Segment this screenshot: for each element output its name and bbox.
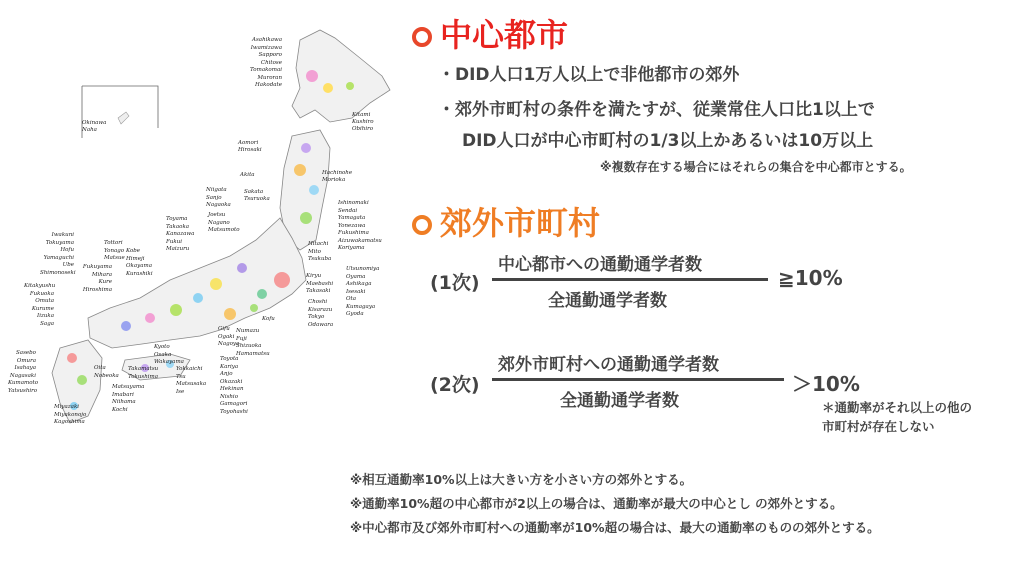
label-group-hokkaido-east: Kitami Kushiro Obihiro bbox=[352, 112, 374, 132]
label-group-south-kyushu: Miyazaki Miyakonojo Kagoshima bbox=[54, 404, 87, 425]
central-bullet-3: DID人口が中心市町村の1/3以上かあるいは10万以上 bbox=[462, 131, 874, 151]
label-group-minamikanto: Choshi Kisarazu Tokyo Odawara bbox=[308, 299, 334, 328]
label-group-kitakanto: Utsunomiya Oyama Ashikaga Isesaki Ota Kumagaya Gyoda bbox=[346, 266, 380, 317]
label-group-aomori: Aomori Hirosaki bbox=[238, 140, 262, 153]
label-group-nagano: Joetsu Nagano Matsumoto bbox=[208, 212, 240, 233]
label-group-hyogo-okayama: Kobe Himeji Okayama Kurashiki bbox=[126, 248, 153, 277]
central-bullet-1: ・DID人口1万人以上で非他都市の郊外 bbox=[438, 65, 740, 85]
suburb-title: 郊外市町村 bbox=[440, 204, 601, 242]
label-group-akita: Akita bbox=[240, 172, 255, 178]
label-group-niigata: Niigata Sanjo Nagaoka bbox=[206, 187, 231, 208]
formula2-denominator: 全通勤通学者数 bbox=[560, 391, 679, 411]
label-group-fukuoka: Kitakyushu Fukuoka Omuta Kurume Iizuka Saga bbox=[24, 283, 56, 327]
label-group-hokuriku: Toyama Takaoka Kanazawa Fukui Maizuru bbox=[166, 216, 195, 252]
formula1-fraction-bar bbox=[492, 278, 768, 281]
label-group-sanin: Tottori Yonago Matsue bbox=[104, 240, 125, 261]
label-group-gunma: Kiryu Maebashi Takasaki bbox=[306, 273, 334, 294]
label-group-gifu: Gifu Ogaki Nagoya bbox=[218, 326, 240, 347]
formula2-numerator: 郊外市町村への通勤通学者数 bbox=[498, 355, 719, 375]
label-group-shikoku-west: Matsuyama Imabari Niihama Kochi bbox=[112, 384, 145, 413]
circle-icon bbox=[412, 27, 432, 47]
label-group-shizuoka: Numazu Fuji Shizuoka Hamamatsu bbox=[236, 328, 270, 357]
formula1-label: (1次) bbox=[430, 272, 480, 294]
label-group-oita: Oita Nobeoka bbox=[94, 365, 119, 379]
footer-note-2: ※通勤率10%超の中心都市が2以上の場合は、通勤率が最大の中心とし の郊外とする。 bbox=[350, 496, 843, 511]
central-bullet-2: ・郊外市町村の条件を満たすが、従業常住人口比1以上で bbox=[438, 100, 875, 120]
label-group-south-tohoku: Ishinomaki Sendai Yamagata Yonezawa Fukushima Aizuwakamatsu Koriyama bbox=[338, 200, 382, 251]
circle-icon bbox=[412, 215, 432, 235]
formula2-label: (2次) bbox=[430, 374, 480, 396]
label-group-shikoku-east: Takamatsu Tokushima bbox=[128, 366, 159, 380]
label-group-hokkaido-west: Asahikawa Iwamizawa Sapporo Chitose Tomakomai Muroran Hakodate bbox=[250, 37, 282, 88]
label-group-nagasaki: Sasebo Omura Isahaya Nagasaki Kumamoto Yatsushiro bbox=[8, 350, 39, 394]
central-city-title: 中心都市 bbox=[440, 16, 569, 54]
label-group-okinawa: Okinawa Naha bbox=[82, 120, 107, 133]
central-note: ※複数存在する場合にはそれらの集合を中心都市とする。 bbox=[600, 160, 912, 174]
label-group-ibaraki: Hitachi Mito Tsukuba bbox=[308, 241, 332, 262]
label-group-aichi: Toyota Kariya Anjo Okazaki Hekinan Nishio Gamagori Toyohashi bbox=[220, 356, 248, 415]
formula2-fraction-bar bbox=[492, 378, 784, 381]
label-group-yamaguchi: Iwakuni Tokuyama Hofu Yamaguchi Ube Shimonoseki bbox=[40, 232, 76, 276]
formula1-denominator: 全通勤通学者数 bbox=[548, 291, 667, 311]
formula2-condition: ＞10% bbox=[792, 372, 860, 396]
formula1-condition: ≧10% bbox=[778, 266, 843, 290]
label-group-kinki: Kyoto Osaka Wakayama bbox=[154, 344, 184, 365]
central-city-heading bbox=[412, 10, 568, 56]
formula2-aside-1: ＊通勤率がそれ以上の他の bbox=[822, 400, 973, 415]
footer-note-3: ※中心都市及び郊外市町村への通勤率が10%超の場合は、最大の通勤率のものの郊外とする。 bbox=[350, 520, 880, 535]
footer-note-1: ※相互通勤率10%以上は大きい方を小さい方の郊外とする。 bbox=[350, 472, 693, 487]
formula2-aside-2: 市町村が存在しない bbox=[822, 419, 935, 434]
label-group-hiroshima: Fukuyama Mihara Kure Hiroshima bbox=[82, 264, 112, 293]
label-group-yamagata-coast: Sakata Tsuruoka bbox=[244, 189, 270, 202]
label-group-iwate: Hachinohe Morioka bbox=[322, 170, 353, 183]
formula1-numerator: 中心都市への通勤通学者数 bbox=[498, 255, 702, 275]
label-group-kofu: Kofu bbox=[262, 316, 275, 322]
suburb-heading bbox=[412, 198, 600, 244]
label-group-mie: Yokkaichi Tsu Matsusaka Ise bbox=[176, 366, 207, 395]
